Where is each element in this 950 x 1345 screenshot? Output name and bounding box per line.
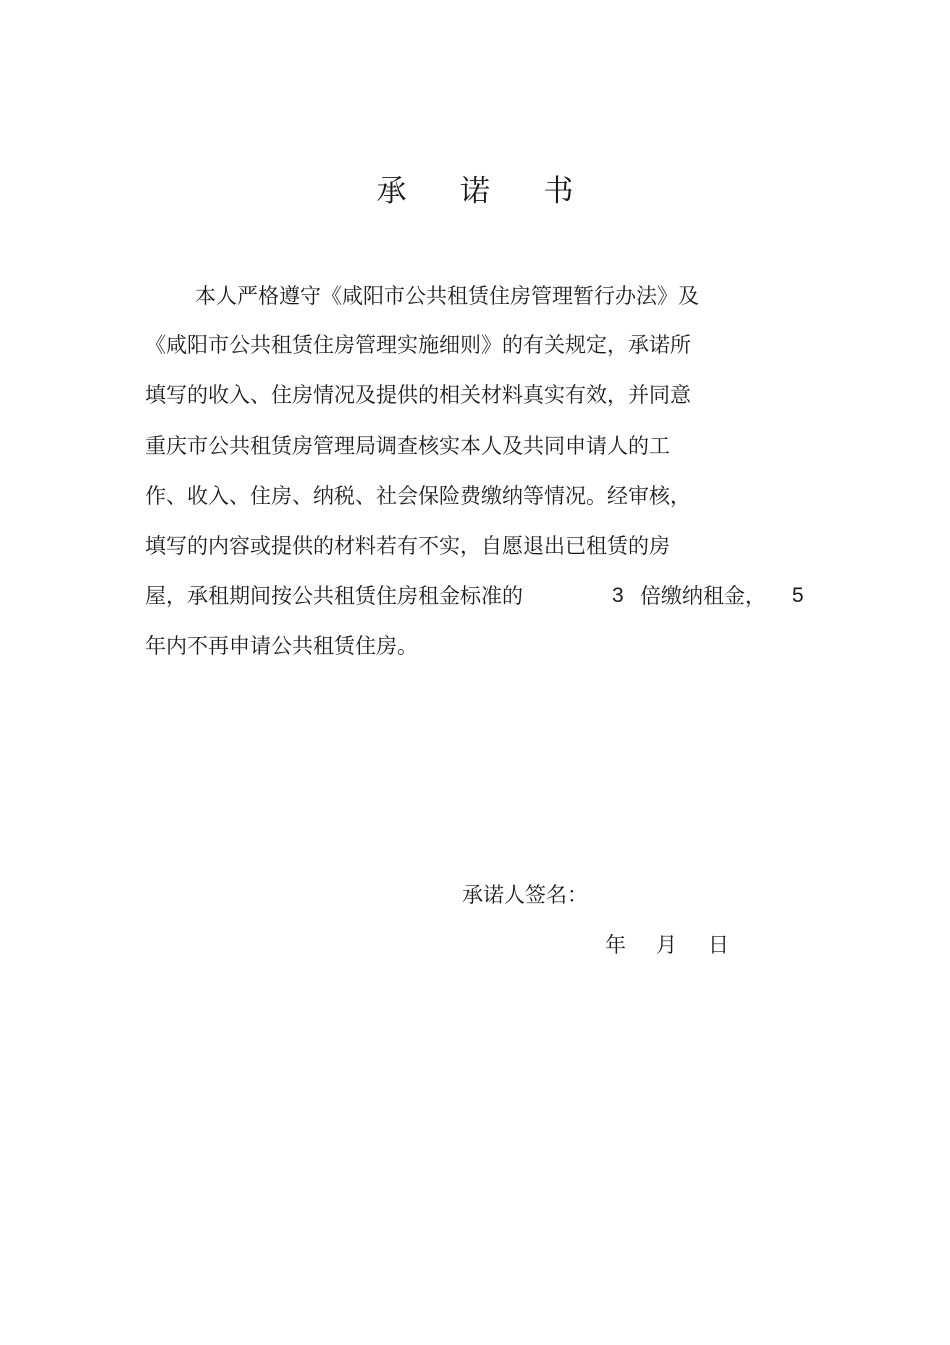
years-count: 5 (792, 584, 804, 607)
body-line-7: 屋，承租期间按公共租赁住房租金标准的 (145, 584, 523, 608)
document-title: 承 诺 书 (376, 174, 596, 209)
body-line-1: 本人严格遵守《咸阳市公共租赁住房管理暂行办法》及 (195, 284, 699, 308)
date-year: 年 (605, 933, 626, 957)
date-month: 月 (656, 933, 677, 957)
body-line-4: 重庆市公共租赁房管理局调查核实本人及共同申请人的工 (145, 434, 670, 458)
signature-label: 承诺人签名： (462, 883, 588, 907)
body-line-2: 《咸阳市公共租赁住房管理实施细则》的有关规定，承诺所 (145, 333, 691, 357)
body-line-8: 年内不再申请公共租赁住房。 (145, 634, 418, 658)
body-line-6: 填写的内容或提供的材料若有不实，自愿退出已租赁的房 (145, 534, 670, 558)
body-line-3: 填写的收入、住房情况及提供的相关材料真实有效，并同意 (145, 383, 691, 407)
date-day: 日 (708, 933, 729, 957)
rent-multiplier: 3 (612, 584, 624, 607)
body-line-7-mid: 倍缴纳租金， (640, 584, 766, 608)
body-line-5: 作、收入、住房、纳税、社会保险费缴纳等情况。经审核， (145, 484, 691, 508)
